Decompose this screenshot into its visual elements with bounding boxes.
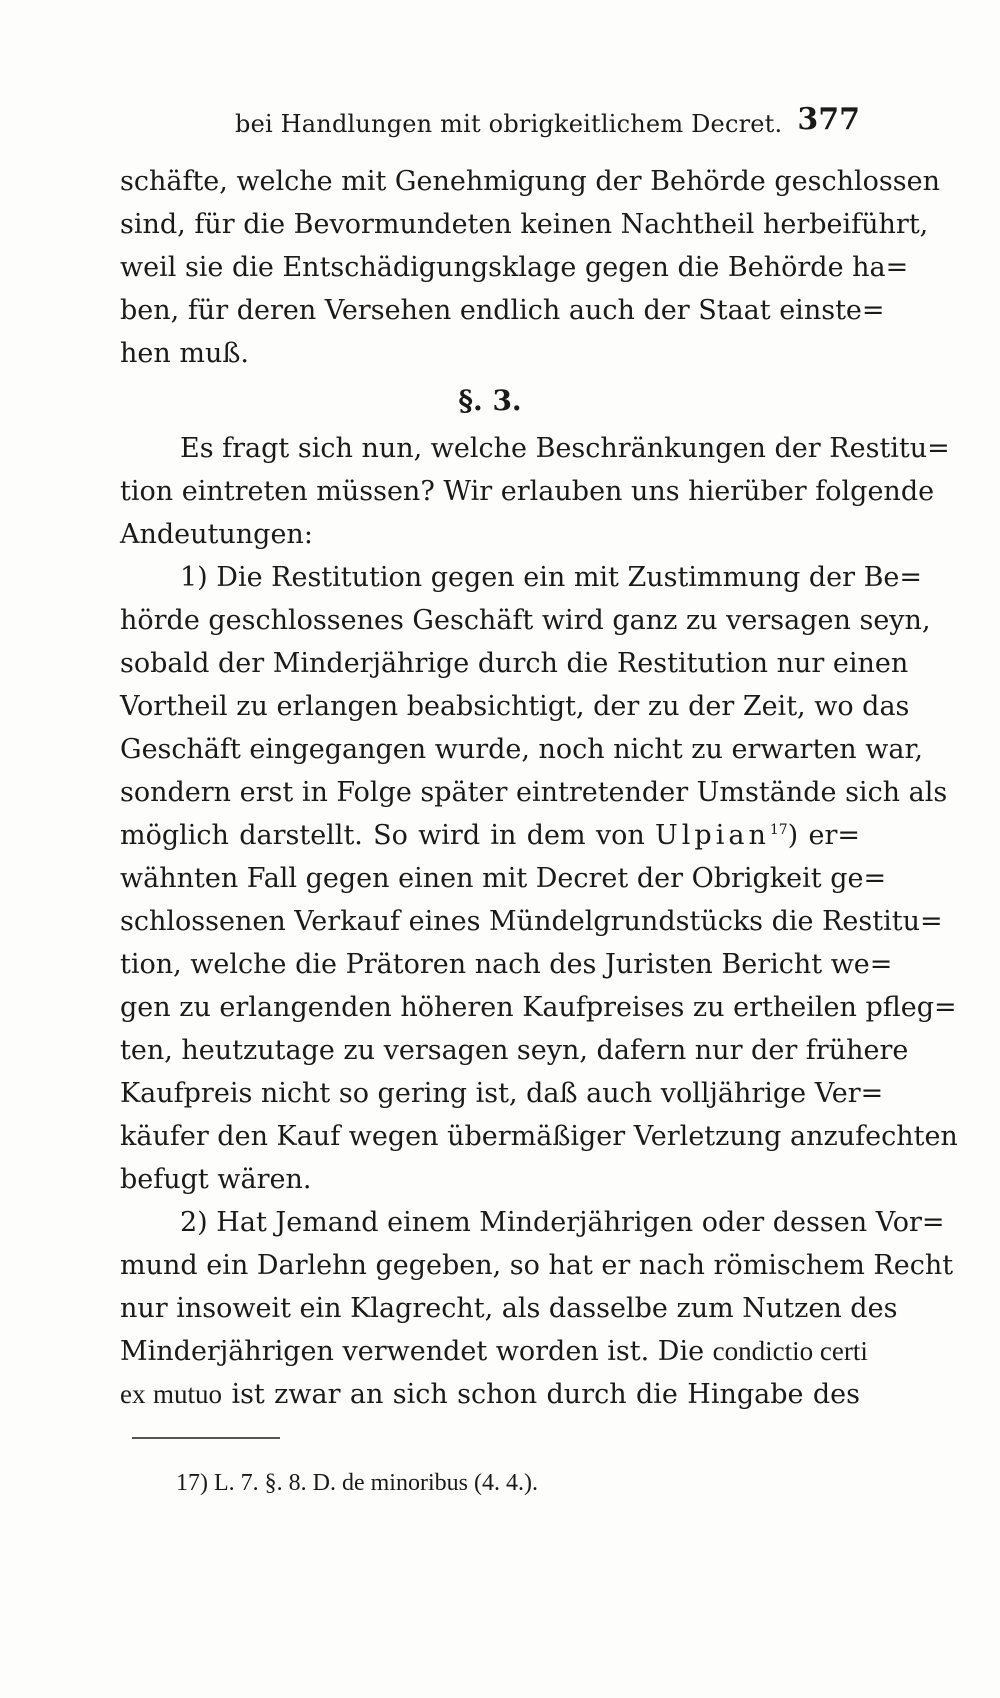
text-line: sondern erst in Folge später eintretender Umstände sich als <box>120 777 948 808</box>
text-line: 1) Die Restitution gegen ein mit Zustimmung der Be= <box>180 562 923 593</box>
text-line <box>120 1330 868 1373</box>
text-line: nur insoweit ein Klagrecht, als dasselbe zum Nutzen des <box>120 1293 898 1324</box>
text-line: tion, welche die Prätoren nach des Juristen Bericht we= <box>120 949 893 980</box>
text-line: wähnten Fall gegen einen mit Decret der Obrigkeit ge= <box>120 863 887 894</box>
text-line: weil sie die Entschädigungsklage gegen die Behörde ha= <box>120 252 909 283</box>
text-segment: Minderjährigen verwendet worden ist. Die <box>120 1336 705 1367</box>
text-line <box>120 1373 860 1416</box>
text-line: Es fragt sich nun, welche Beschränkungen der Restitu= <box>180 433 950 464</box>
paragraph-intro <box>120 427 950 556</box>
text-line: sind, für die Bevormundeten keinen Nachtheil herbeiführt, <box>120 209 929 240</box>
text-line: schlossenen Verkauf eines Mündelgrundstücks die Restitu= <box>120 906 943 937</box>
text-line: Andeutungen: <box>120 519 313 550</box>
text-line: Vortheil zu erlangen beabsichtigt, der zu der Zeit, wo das <box>120 691 910 722</box>
text-line: ten, heutzutage zu versagen seyn, dafern nur der frühere <box>120 1035 909 1066</box>
body-text <box>120 160 958 1416</box>
text-line: Geschäft eingegangen wurde, noch nicht zu erwarten war, <box>120 734 923 765</box>
text-line: käufer den Kauf wegen übermäßiger Verletzung anzufechten <box>120 1121 958 1152</box>
text-line: hörde geschlossenes Geschäft wird ganz zu versagen seyn, <box>120 605 931 636</box>
footnote-reference: 17 <box>769 822 788 838</box>
running-head: bei Handlungen mit obrigkeitlichem Decret. <box>235 110 783 138</box>
paragraph-point-1 <box>120 556 958 1201</box>
page-number: 377 <box>797 102 860 137</box>
footnote: 17) L. 7. §. 8. D. de minoribus (4. 4.). <box>176 1470 538 1496</box>
text-line: ben, für deren Versehen endlich auch der Staat einste= <box>120 295 885 326</box>
text-line: befugt wären. <box>120 1164 312 1195</box>
page-header <box>120 98 860 148</box>
footnote-divider <box>132 1437 280 1439</box>
text-line: hen muß. <box>120 338 249 369</box>
text-segment: ) er= <box>787 820 860 851</box>
text-segment: ist zwar an sich schon durch die Hingabe des <box>231 1379 860 1410</box>
text-line: 2) Hat Jemand einem Minderjährigen oder dessen Vor= <box>180 1207 945 1238</box>
text-line: gen zu erlangenden höheren Kaufpreises zu ertheilen pfleg= <box>120 992 957 1023</box>
text-line: schäfte, welche mit Genehmigung der Behörde geschlossen <box>120 166 940 197</box>
paragraph-point-2 <box>120 1201 954 1416</box>
author-name: Ulpian <box>655 820 770 851</box>
latin-term: ex mutuo <box>120 1379 223 1409</box>
paragraph-continued <box>120 160 940 375</box>
text-segment: möglich darstellt. So wird in dem von <box>120 820 645 851</box>
section-heading: §. 3. <box>458 384 522 417</box>
latin-term: condictio certi <box>712 1336 868 1366</box>
text-line: tion eintreten müssen? Wir erlauben uns hierüber folgende <box>120 476 935 507</box>
text-line: mund ein Darlehn gegeben, so hat er nach römischem Recht <box>120 1250 954 1281</box>
text-line: sobald der Minderjährige durch die Restitution nur einen <box>120 648 909 679</box>
text-line <box>120 814 860 857</box>
text-line: Kaufpreis nicht so gering ist, daß auch volljährige Ver= <box>120 1078 884 1109</box>
